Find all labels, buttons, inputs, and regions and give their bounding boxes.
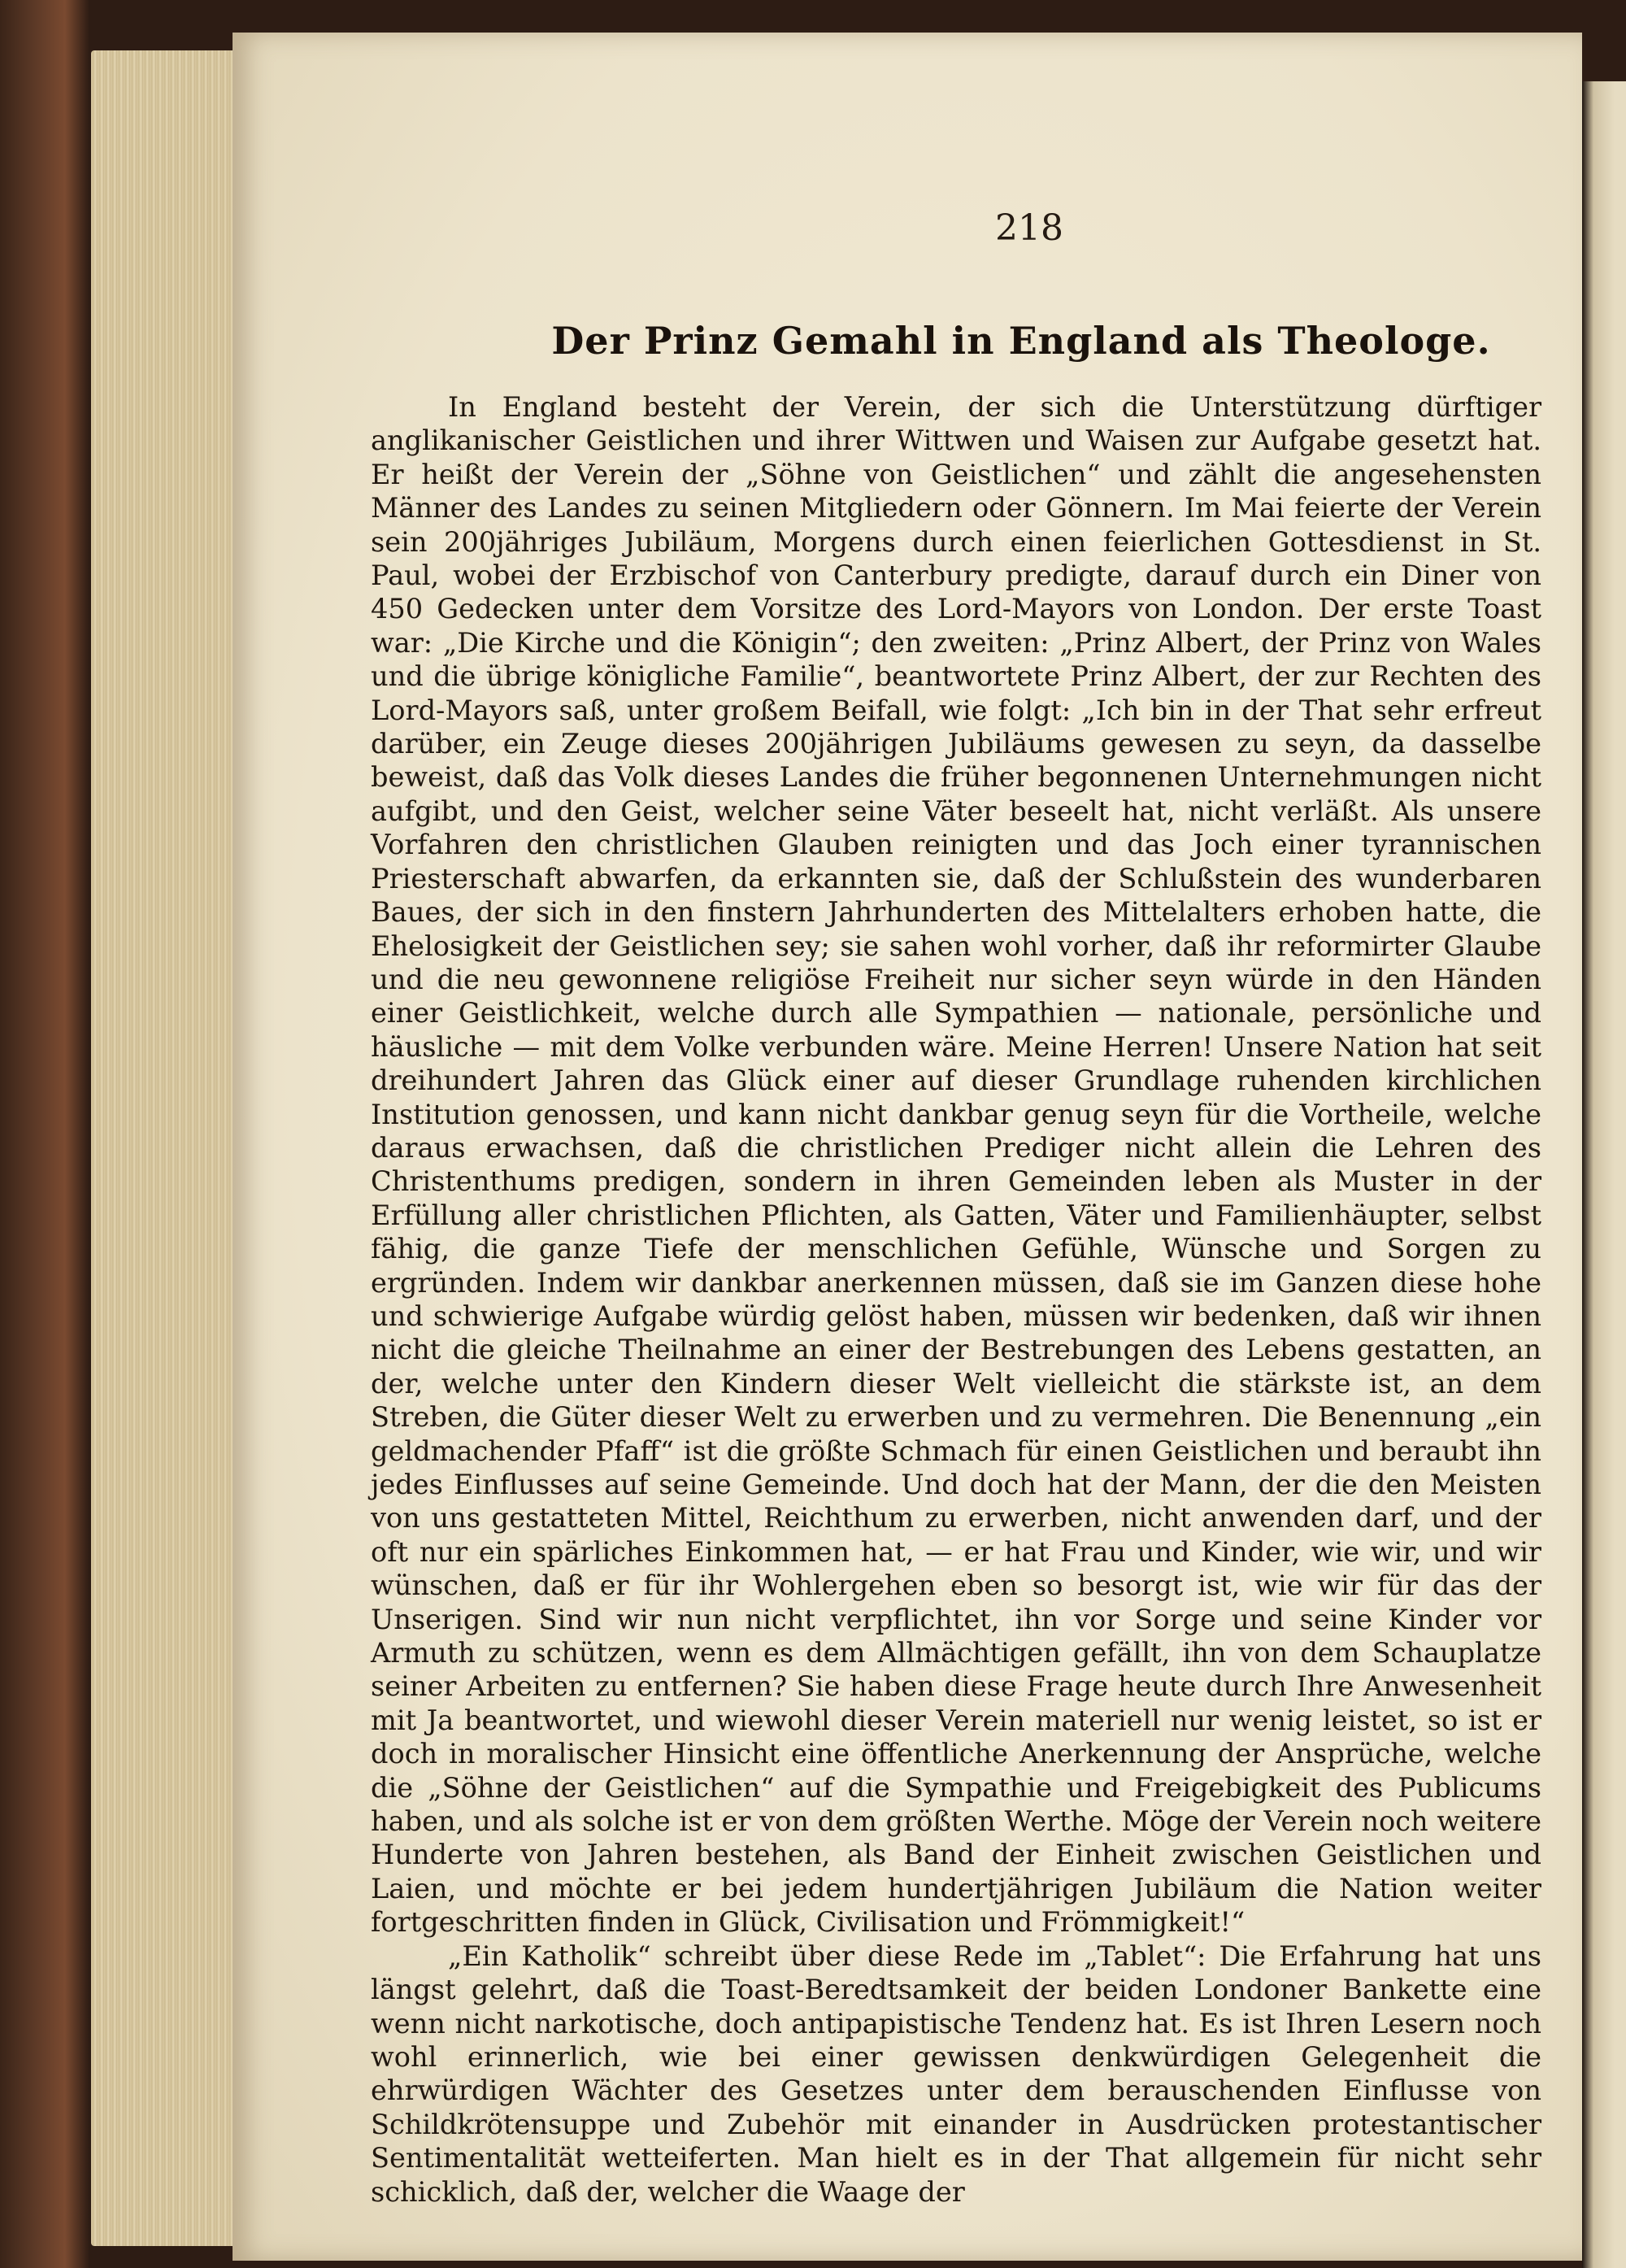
page [233, 33, 1582, 2261]
article-body [371, 390, 1541, 2209]
page-edges [91, 50, 233, 2246]
paragraph: „Ein Katholik“ schreibt über diese Rede im „Tablet“: Die Erfahrung hat uns längst gelehrt, daß die Toast-Beredtsamkeit der beiden Londoner Bankette eine wenn nicht narkotische, doch antipapistische Tendenz hat. Es ist Ihren Lesern noch wohl erinnerlich, wie bei einer gewissen denkwürdigen Gelegenheit die ehrwürdigen Wächter des Gesetzes unter dem berauschenden Einflusse von Schildkrötensuppe und Zubehör mit einander in Ausdrücken protestantischer Sentimentalität wetteiferten. Man hielt es in der That allgemein für nicht sehr schicklich, daß der, welcher die Waage der [371, 1939, 1541, 2208]
paragraph: In England besteht der Verein, der sich die Unterstützung dürftiger anglikanischer Geistlichen und ihrer Wittwen und Waisen zur Aufgabe gesetzt hat. Er heißt der Verein der „Söhne von Geistlichen“ und zählt die angesehensten Männer des Landes zu seinen Mitgliedern oder Gönnern. Im Mai feierte der Verein sein 200jähriges Jubiläum, Morgens durch einen feierlichen Gottesdienst in St. Paul, wobei der Erzbischof von Canterbury predigte, darauf durch ein Diner von 450 Gedecken unter dem Vorsitze des Lord-Mayors von London. Der erste Toast war: „Die Kirche und die Königin“; den zweiten: „Prinz Albert, der Prinz von Wales und die übrige königliche Familie“, beantwortete Prinz Albert, der zur Rechten des Lord-Mayors saß, unter großem Beifall, wie folgt: „Ich bin in der That sehr erfreut darüber, ein Zeuge dieses 200jährigen Jubiläums gewesen zu seyn, da dasselbe beweist, daß das Volk dieses Landes die früher begonnenen Unternehmungen nicht aufgibt, und den Geist, welcher seine Väter beseelt hat, nicht verläßt. Als unsere Vorfahren den christlichen Glauben reinigten und das Joch einer tyrannischen Priesterschaft abwarfen, da erkannten sie, daß der Schlußstein des wunderbaren Baues, der sich in den finstern Jahrhunderten des Mittelalters erhoben hatte, die Ehelosigkeit der Geistlichen sey; sie sahen wohl vorher, daß ihr reformirter Glaube und die neu gewonnene religiöse Freiheit nur sicher seyn würde in den Händen einer Geistlichkeit, welche durch alle Sympathien — nationale, persönliche und häusliche — mit dem Volke verbunden wäre. Meine Herren! Unsere Nation hat seit dreihundert Jahren das Glück einer auf dieser Grundlage ruhenden kirchlichen Institution genossen, und kann nicht dankbar genug seyn für die Vortheile, welche daraus erwachsen, daß die christlichen Prediger nicht allein die Lehren des Christenthums predigen, sondern in ihren Gemeinden leben als Muster in der Erfüllung aller christlichen Pflichten, als Gatten, Väter und Familienhäupter, selbst fähig, die ganze Tiefe der menschlichen Gefühle, Wünsche und Sorgen zu ergründen. Indem wir dankbar anerkennen müssen, daß sie im Ganzen diese hohe und schwierige Aufgabe würdig gelöst haben, müssen wir bedenken, daß wir ihnen nicht die gleiche Theilnahme an einer der Bestrebungen des Lebens gestatten, an der, welche unter den Kindern dieser Welt vielleicht die stärkste ist, an dem Streben, die Güter dieser Welt zu erwerben und zu vermehren. Die Benennung „ein geldmachender Pfaff“ ist die größte Schmach für einen Geistlichen und beraubt ihn jedes Einflusses auf seine Gemeinde. Und doch hat der Mann, der die den Meisten von uns gestatteten Mittel, Reichthum zu erwerben, nicht anwenden darf, und der oft nur ein spärliches Einkommen hat, — er hat Frau und Kinder, wie wir, und wir wünschen, daß er für ihr Wohlergehen eben so besorgt ist, wie wir für das der Unserigen. Sind wir nun nicht verpflichtet, ihn vor Sorge und seine Kinder vor Armuth zu schützen, wenn es dem Allmächtigen gefällt, ihn von dem Schauplatze seiner Arbeiten zu entfernen? Sie haben diese Frage heute durch Ihre Anwesenheit mit Ja beantwortet, und wiewohl dieser Verein materiell nur wenig leistet, so ist er doch in moralischer Hinsicht eine öffentliche Anerkennung der Ansprüche, welche die „Söhne der Geistlichen“ auf die Sympathie und Freigebigkeit des Publicums haben, und als solche ist er von dem größten Werthe. Möge der Verein noch weitere Hunderte von Jahren bestehen, als Band der Einheit zwischen Geistlichen und Laien, und möchte er bei jedem hundertjährigen Jubiläum die Nation weiter fortgeschritten finden in Glück, Civilisation und Frömmigkeit!“ [371, 391, 1541, 1939]
page-number: 218 [995, 207, 1063, 249]
article-title: Der Prinz Gemahl in England als Theologe. [551, 319, 1491, 363]
facing-page-edge [1582, 81, 1626, 2268]
